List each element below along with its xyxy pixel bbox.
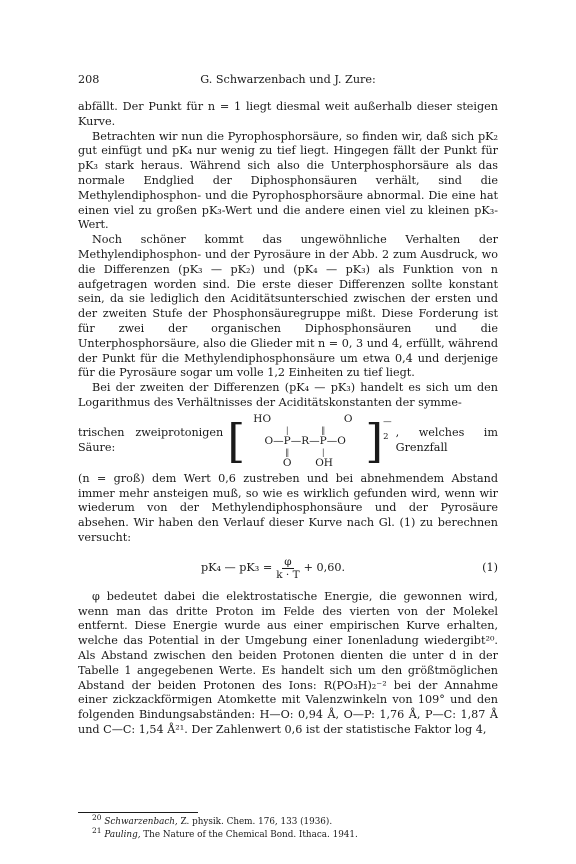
paragraph-1: abfällt. Der Punkt für n = 1 liegt diesmal weit außerhalb dieser steigen Kurve. xyxy=(78,100,498,128)
paragraph-4: Bei der zweiten der Differenzen (pK₄ — pK₃) handelt es sich um den Logarithmus des Verhältnisses der Aciditätskonstanten der symme- xyxy=(78,381,498,409)
structure-bottom-o: O xyxy=(282,456,292,469)
structure-line xyxy=(78,413,498,470)
footnote-author: Pauling, xyxy=(104,829,141,840)
bond-top-left: | xyxy=(285,425,289,435)
equation-number: (1) xyxy=(482,561,498,575)
equation-lhs: pK₄ — pK₃ = xyxy=(200,561,273,575)
bond-bottom-left: ‖ xyxy=(285,447,290,457)
bond-top-right: ‖ xyxy=(321,425,326,435)
footnote-author: Schwarzenbach, xyxy=(104,817,178,827)
structure-top-o: O xyxy=(343,412,353,425)
footnote-mark: 20 xyxy=(92,813,102,822)
structure-chain: O—P—R—P—O xyxy=(264,434,346,447)
structure-lead-text: trischen zweiprotonigen Säure: xyxy=(78,426,224,455)
footnote-20 xyxy=(78,813,498,829)
paragraph-6: (n = groß) dem Wert 0,6 zustreben und bei abnehmendem Abstand immer mehr ansteigen muß, so wie es wirklich gefunden wird, wenn wir wiederum von der Methylendiphosphonsäure und der Pyrosäure absehen. Wir haben den Verlauf dieser Kurve nach Gl. (1) zu berechnen versucht: xyxy=(78,471,498,544)
structure-grid xyxy=(245,413,365,470)
equation-fraction xyxy=(276,556,299,581)
page-header xyxy=(78,72,498,88)
footnote-mark: 21 xyxy=(92,825,102,835)
equation-numerator: φ xyxy=(284,556,292,569)
acid-structure xyxy=(227,413,391,470)
running-title: G. Schwarzenbach und J. Zure: xyxy=(200,73,376,86)
paragraph-3: Noch schöner kommt das ungewöhnliche Verhalten der Methylendiphosphon- und der Pyrosäure in der Abb. 2 zum Ausdruck, wo die Differenzen (pK₃ — pK₂) und (pK₄ — pK₃) als Funktion von n aufgetragen worden sind. Die erste dieser Differenzen sollte konstant sein, da sie lediglich den Aciditätsunterschied zwischen der ersten und der zweiten Stufe der Phosphonsäuregruppe mißt. Diese Forderung ist für zwei der organischen Diphosphonsäuren und die Unterphosphorsäure, also die Glieder mit n = 0, 3 und 4, erfüllt, während der Punkt für die Methylendiphosphonsäure um etwa 0,4 und derjenige für die Pyrosäure sogar um volle 1,2 Einheiten zu tief liegt. xyxy=(78,233,498,380)
equation-rhs: + 0,60. xyxy=(303,561,346,575)
bond-bottom-right: | xyxy=(321,447,325,457)
page-number: 208 xyxy=(78,73,100,86)
body-text xyxy=(78,100,498,738)
structure-ho: HO xyxy=(253,412,272,425)
footnote-text: Z. physik. Chem. 176, 133 (1936). xyxy=(180,817,333,827)
equation-denominator: k · T xyxy=(276,569,300,582)
footnote-text: The Nature of the Chemical Bond. Ithaca. 1941. xyxy=(143,829,358,840)
footnotes xyxy=(78,813,498,841)
structure-trail-text: , welches im Grenzfall xyxy=(395,426,498,455)
equation-1 xyxy=(78,554,498,584)
structure-bottom-oh: OH xyxy=(315,456,333,469)
right-bracket: ] xyxy=(365,414,384,469)
structure-charge: —2 xyxy=(383,416,392,442)
footnote-21 xyxy=(78,825,498,842)
left-bracket: [ xyxy=(227,414,246,469)
paragraph-7: φ bedeutet dabei die elektrostatische Energie, die gewonnen wird, wenn man das dritte Proton im Felde des vierten von der Molekel entfernt. Diese Energie wurde aus einer empirischen Kurve erhalten, welche das Potential in der Umgebung einer Ionenladung wiedergibt²⁰. Als Abstand zwischen den beiden Protonen dienten die unter d in der Tabelle 1 angegebenen Werte. Es handelt sich um den größtmöglichen Abstand der beiden Protonen des Ions: R(PO₃H)₂⁻² bei der Annahme einer zickzackförmigen Atomkette mit Valenzwinkeln von 109° und den folgenden Bindungsabständen: H—O: 0,94 Å, O—P: 1,76 Å, P—C: 1,87 Å und C—C: 1,54 Å²¹. Der Zahlenwert 0,6 ist der statistische Faktor log 4, xyxy=(78,589,498,736)
paragraph-2: Betrachten wir nun die Pyrophosphorsäure, so finden wir, daß sich pK₂ gut einfügt und pK₄ nur wenig zu tief liegt. Hingegen fällt der Punkt für pK₃ stark heraus. Während sich also die Unterphosphorsäure als das normale Endglied der Diphosphonsäuren verhält, sind die Methylendiphosphon- und die Pyrophosphorsäure abnormal. Die eine hat einen viel zu großen pK₃-Wert und die andere einen viel zu kleinen pK₃-Wert. xyxy=(78,129,498,232)
